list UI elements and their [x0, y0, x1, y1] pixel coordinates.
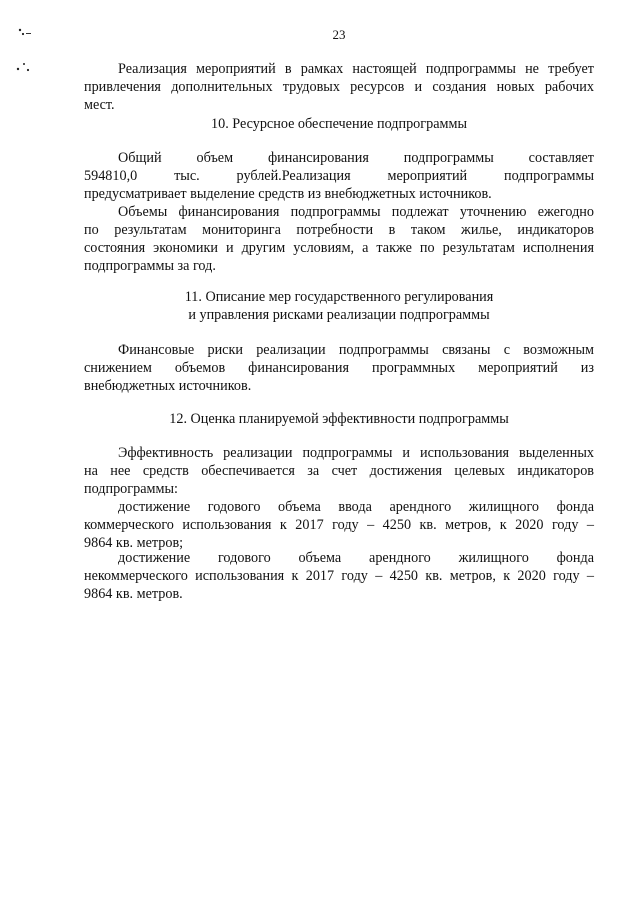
text-line: Финансовые риски реализации подпрограммы связаны с возможным: [118, 342, 594, 358]
text-line: 9864 кв. метров;: [84, 535, 184, 551]
text-line: по результатам мониторинга потребности в таком жилье, индикаторов: [84, 222, 594, 238]
text-line: состояния экономики и другим условиям, а также по результатам исполнения: [84, 240, 594, 256]
text-line: достижение годового объема ввода арендного жилищного фонда: [118, 499, 594, 515]
text-line: на нее средств обеспечивается за счет достижения целевых индикаторов: [84, 463, 594, 479]
text-line: Общий объем финансирования подпрограммы составляет: [118, 150, 594, 166]
text-line: Реализация мероприятий в рамках настоящей подпрограммы не требует: [118, 61, 594, 77]
page-number: 23: [332, 27, 346, 42]
section-12-item-1: [84, 498, 594, 552]
heading-line: 11. Описание мер государственного регулирования: [184, 289, 494, 305]
section-10-paragraph-2: [84, 203, 594, 275]
intro-paragraph: [84, 60, 594, 114]
text-line: Объемы финансирования подпрограммы подлежат уточнению ежегодно: [118, 204, 594, 220]
text-line: достижение годового объема арендного жилищного фонда: [118, 550, 594, 566]
text-line: подпрограммы за год.: [84, 258, 216, 274]
section-12-heading: 12. Оценка планируемой эффективности подпрограммы: [169, 411, 509, 427]
text-line: предусматривает выделение средств из внебюджетных источников.: [84, 186, 492, 202]
section-11-paragraph: [84, 341, 594, 395]
text-line: внебюджетных источников.: [84, 378, 252, 394]
text-line: мест.: [84, 97, 115, 113]
scan-marks: [14, 24, 34, 84]
text-line: подпрограммы:: [84, 481, 178, 497]
text-line: Эффективность реализации подпрограммы и использования выделенных: [118, 445, 594, 461]
text-line: снижением объемов финансирования программных мероприятий из: [84, 360, 594, 376]
section-10-paragraph-1: [84, 149, 594, 203]
text-line: 9864 кв. метров.: [84, 586, 183, 602]
section-10-heading: 10. Ресурсное обеспечение подпрограммы: [211, 116, 467, 132]
text-line: коммерческого использования к 2017 году – 4250 кв. метров, к 2020 году –: [84, 517, 594, 533]
section-12-item-2: [84, 549, 594, 603]
text-line: некоммерческого использования к 2017 году – 4250 кв. метров, к 2020 году –: [84, 568, 594, 584]
heading-line: и управления рисками реализации подпрограммы: [188, 307, 490, 323]
text-line: привлечения дополнительных трудовых ресурсов и создания новых рабочих: [84, 79, 594, 95]
text-line: 594810,0 тыс. рублей.Реализация мероприятий подпрограммы: [84, 168, 594, 184]
section-12-paragraph-1: [84, 444, 594, 498]
section-11-heading: [84, 288, 594, 324]
